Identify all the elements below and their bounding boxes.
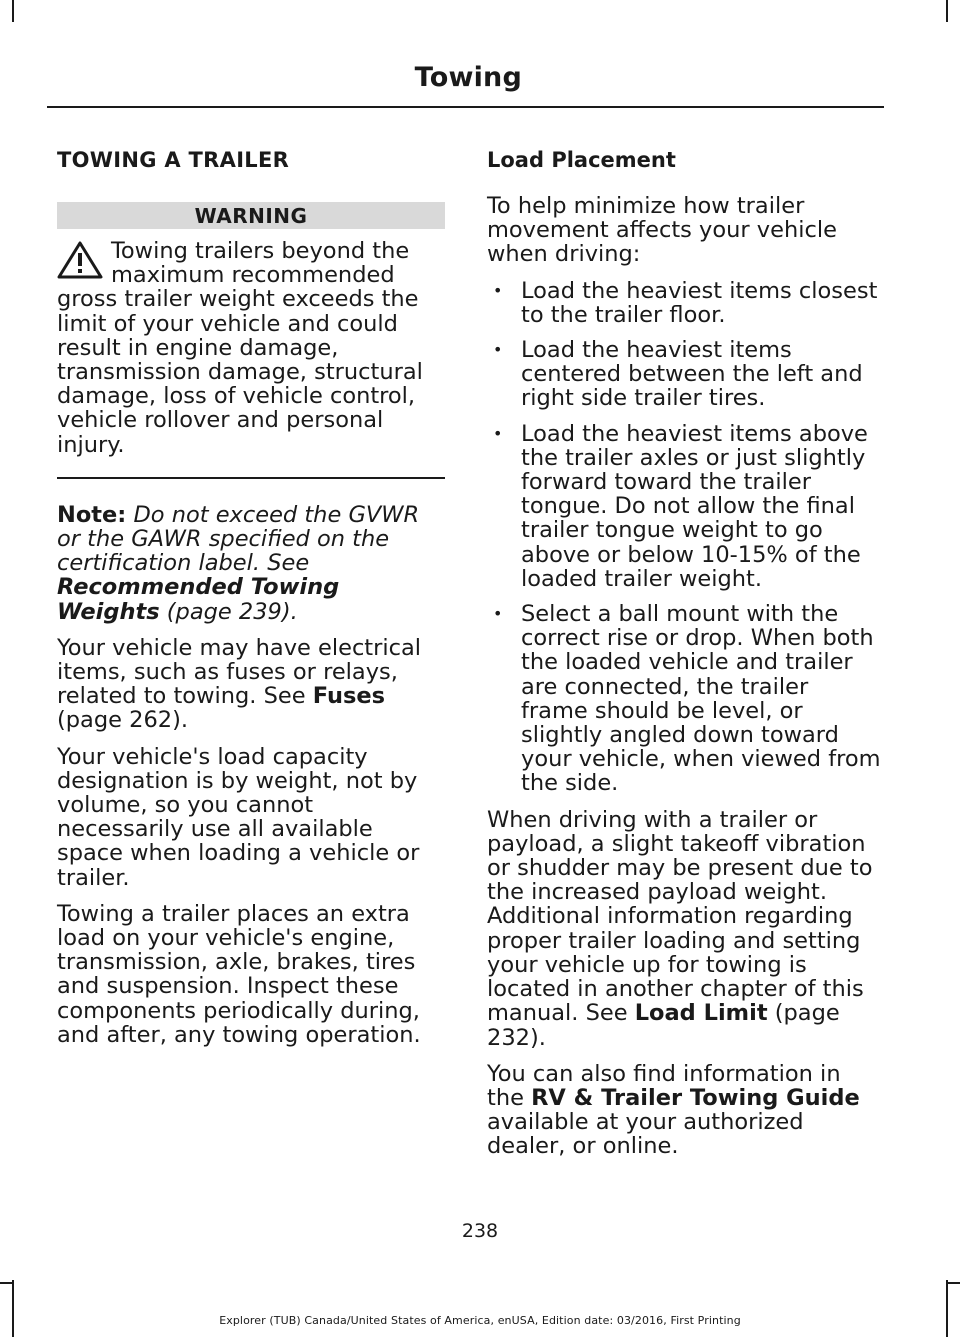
warning-label: WARNING — [57, 202, 445, 229]
crop-mark-bottom-right — [946, 1280, 948, 1337]
guide-text-before: You can also find information in the — [487, 1060, 841, 1111]
warning-box — [57, 239, 445, 457]
xref-fuses[interactable]: Fuses — [312, 683, 386, 710]
note-text: Do not exceed the GVWR or the GAWR specified on the certification label. See — [57, 501, 420, 577]
footer-edition: Explorer (TUB) Canada/United States of America, enUSA, Edition date: 03/2016, First Printing — [219, 1314, 741, 1327]
section-heading: TOWING A TRAILER — [57, 148, 290, 172]
fuses-page-ref: (page 262). — [57, 707, 189, 734]
list-item: • Load the heaviest items closest to the trailer floor. — [487, 279, 882, 327]
crop-mark-bottom-left-h — [0, 1282, 14, 1284]
list-item: • Select a ball mount with the correct rise or drop. When both the loaded vehicle and trailer are connected, the trailer frame should be level, or slightly angled down toward your vehicle, when viewed from the side. — [487, 602, 882, 796]
load-placement-list — [487, 279, 882, 796]
vibration-text: When driving with a trailer or payload, a slight takeoff vibration or shudder may be present due to the increased payload weight. Additional information regarding proper trailer loading and setting your vehicle up for towing is located in another chapter of this manual. See — [487, 806, 873, 1027]
xref-recommended-towing-weights[interactable]: Recommended Towing Weights — [57, 574, 340, 625]
header-rule — [47, 106, 884, 108]
guide-text-after: available at your authorized dealer, or online. — [487, 1109, 804, 1160]
crop-mark-bottom-right-h — [946, 1282, 960, 1284]
list-item: • Load the heaviest items above the trailer axles or just slightly forward toward the trailer tongue. Do not allow the final trailer tongue weight to go above or below 10-15% of the loaded trailer weight. — [487, 422, 882, 591]
crop-mark-top-right — [946, 0, 948, 22]
warning-text: Towing trailers beyond the maximum recommended gross trailer weight exceeds the limit of your vehicle and could result in engine damage, transmission damage, structural damage, loss of vehicle control, vehicle rollover and personal injury. — [57, 238, 423, 458]
note-page-ref: (page 239). — [166, 598, 298, 625]
warning-rule — [57, 477, 445, 479]
chapter-title: Towing — [414, 62, 522, 93]
xref-load-limit[interactable]: Load Limit — [634, 1000, 768, 1027]
load-placement-heading: Load Placement — [487, 148, 676, 172]
fuses-text: Your vehicle may have electrical items, such as fuses or relays, related to towing. See — [57, 634, 422, 710]
vibration-paragraph — [487, 808, 882, 1050]
fuses-paragraph — [57, 636, 445, 733]
warning-triangle-icon — [57, 241, 103, 279]
crop-mark-bottom-left — [12, 1280, 14, 1337]
left-column — [47, 148, 445, 1059]
towing-load-paragraph: Towing a trailer places an extra load on your vehicle's engine, transmission, axle, brakes, tires and suspension. Inspect these components periodically during, and after, any towing operation. — [57, 900, 421, 1048]
page-number: 238 — [461, 1220, 499, 1242]
list-item: • Load the heaviest items centered between the left and right side trailer tires. — [487, 338, 882, 411]
load-placement-intro: To help minimize how trailer movement affects your vehicle when driving: — [487, 193, 837, 268]
note-label: Note: — [57, 501, 127, 528]
right-column — [487, 148, 882, 1171]
note-paragraph — [57, 503, 445, 624]
xref-rv-trailer-towing-guide[interactable]: RV & Trailer Towing Guide — [531, 1084, 860, 1111]
load-limit-page-ref: (page 232). — [487, 1000, 840, 1051]
load-capacity-paragraph: Your vehicle's load capacity designation is by weight, not by volume, so you cannot necessarily use all available space when loading a vehicle or trailer. — [57, 743, 420, 891]
guide-paragraph — [487, 1062, 882, 1159]
crop-mark-top-left — [12, 0, 14, 22]
